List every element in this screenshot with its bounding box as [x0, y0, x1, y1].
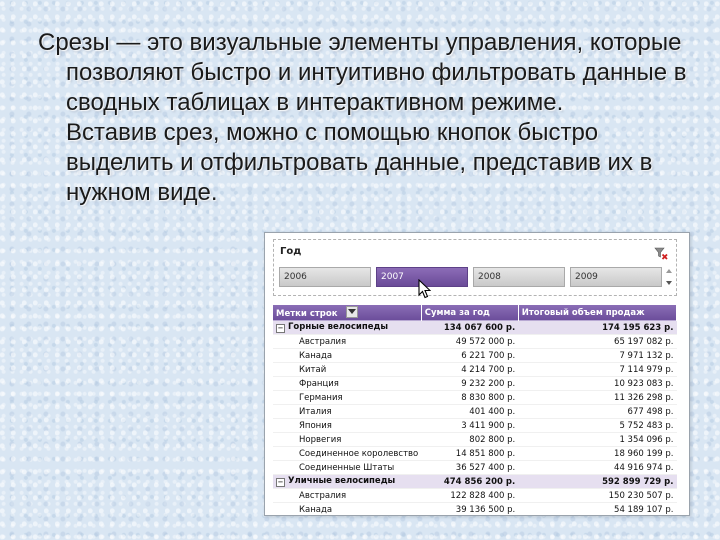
slicer-title: Год — [280, 246, 302, 257]
slide-paragraph-1 — [38, 28, 708, 118]
row-total: 7 971 132 р. — [518, 349, 676, 363]
row-sum: 49 572 000 р. — [421, 335, 518, 349]
slicer-item-2009[interactable]: 2009 — [570, 267, 662, 287]
row-label: Япония — [273, 419, 421, 433]
pivot-group-row — [273, 475, 677, 489]
row-label: Канада — [273, 349, 421, 363]
row-total: 7 114 979 р. — [518, 363, 676, 377]
group-sum: 134 067 600 р. — [421, 321, 518, 335]
paragraph-1-text: Срезы — это визуальные элементы управления, которые позволяют быстро и интуитивно фильтровать данные в сводных таблицах в интерактивном режиме. — [38, 29, 687, 116]
group-label: Горные велосипеды — [288, 322, 389, 332]
collapse-icon[interactable]: − — [277, 478, 284, 486]
header-total: Итоговый объем продаж — [518, 305, 676, 321]
table-row — [273, 349, 677, 363]
slide-paragraph-2 — [38, 118, 708, 208]
table-row — [273, 377, 677, 391]
header-row-labels-text: Метки строк — [276, 309, 338, 319]
pivot-table — [273, 305, 677, 516]
table-row — [273, 419, 677, 433]
table-row — [273, 391, 677, 405]
row-sum: 3 411 900 р. — [421, 419, 518, 433]
group-label-cell — [273, 475, 421, 489]
paragraph-2-text: Вставив срез, можно с помощью кнопок быстро выделить и отфильтровать данные, представив их в нужном виде. — [66, 119, 653, 206]
row-total: 1 354 096 р. — [518, 433, 676, 447]
slicer-item-2008[interactable]: 2008 — [473, 267, 565, 287]
dropdown-arrow-icon[interactable] — [346, 306, 358, 318]
group-label: Уличные велосипеды — [288, 476, 396, 486]
slicer-items — [279, 267, 662, 289]
row-label: Китай — [273, 363, 421, 377]
row-label: Соединенные Штаты — [273, 461, 421, 475]
table-row — [273, 503, 677, 517]
row-sum: 14 851 800 р. — [421, 447, 518, 461]
row-total: 11 326 298 р. — [518, 391, 676, 405]
row-sum: 4 214 700 р. — [421, 363, 518, 377]
table-row — [273, 335, 677, 349]
row-total: 5 752 483 р. — [518, 419, 676, 433]
collapse-icon[interactable]: − — [277, 324, 284, 332]
pivot-header-row — [273, 305, 677, 321]
row-total: 150 230 507 р. — [518, 489, 676, 503]
row-total: 44 916 974 р. — [518, 461, 676, 475]
slicer-item-2007[interactable]: 2007 — [376, 267, 468, 287]
year-slicer[interactable] — [273, 239, 677, 296]
table-row — [273, 489, 677, 503]
row-label: Германия — [273, 391, 421, 405]
row-label: Австралия — [273, 489, 421, 503]
table-row — [273, 405, 677, 419]
row-sum: 401 400 р. — [421, 405, 518, 419]
pivot-group-row — [273, 321, 677, 335]
table-row — [273, 447, 677, 461]
row-sum: 802 800 р. — [421, 433, 518, 447]
row-sum: 39 136 500 р. — [421, 503, 518, 517]
row-label: Италия — [273, 405, 421, 419]
row-sum: 8 830 800 р. — [421, 391, 518, 405]
row-sum: 122 828 400 р. — [421, 489, 518, 503]
row-label: Норвегия — [273, 433, 421, 447]
row-total: 18 960 199 р. — [518, 447, 676, 461]
excel-screenshot — [264, 232, 690, 516]
filter-clear-icon[interactable] — [654, 246, 668, 260]
row-label: Австралия — [273, 335, 421, 349]
group-sum: 474 856 200 р. — [421, 475, 518, 489]
row-total: 10 923 083 р. — [518, 377, 676, 391]
group-total: 592 899 729 р. — [518, 475, 676, 489]
group-label-cell — [273, 321, 421, 335]
slide-body-text — [38, 28, 708, 208]
row-sum: 36 527 400 р. — [421, 461, 518, 475]
header-sum: Сумма за год — [421, 305, 518, 321]
row-label: Канада — [273, 503, 421, 517]
row-label: Франция — [273, 377, 421, 391]
table-row — [273, 461, 677, 475]
slicer-item-2006[interactable]: 2006 — [279, 267, 371, 287]
slicer-scroll-icon[interactable] — [665, 267, 673, 287]
row-sum: 6 221 700 р. — [421, 349, 518, 363]
row-total: 65 197 082 р. — [518, 335, 676, 349]
table-row — [273, 363, 677, 377]
row-sum: 9 232 200 р. — [421, 377, 518, 391]
row-total: 54 189 107 р. — [518, 503, 676, 517]
row-total: 677 498 р. — [518, 405, 676, 419]
mouse-pointer-icon — [418, 279, 431, 299]
pivot-body — [273, 321, 677, 517]
row-label: Соединенное королевство — [273, 447, 421, 461]
group-total: 174 195 623 р. — [518, 321, 676, 335]
header-row-labels[interactable] — [273, 305, 421, 321]
table-row — [273, 433, 677, 447]
